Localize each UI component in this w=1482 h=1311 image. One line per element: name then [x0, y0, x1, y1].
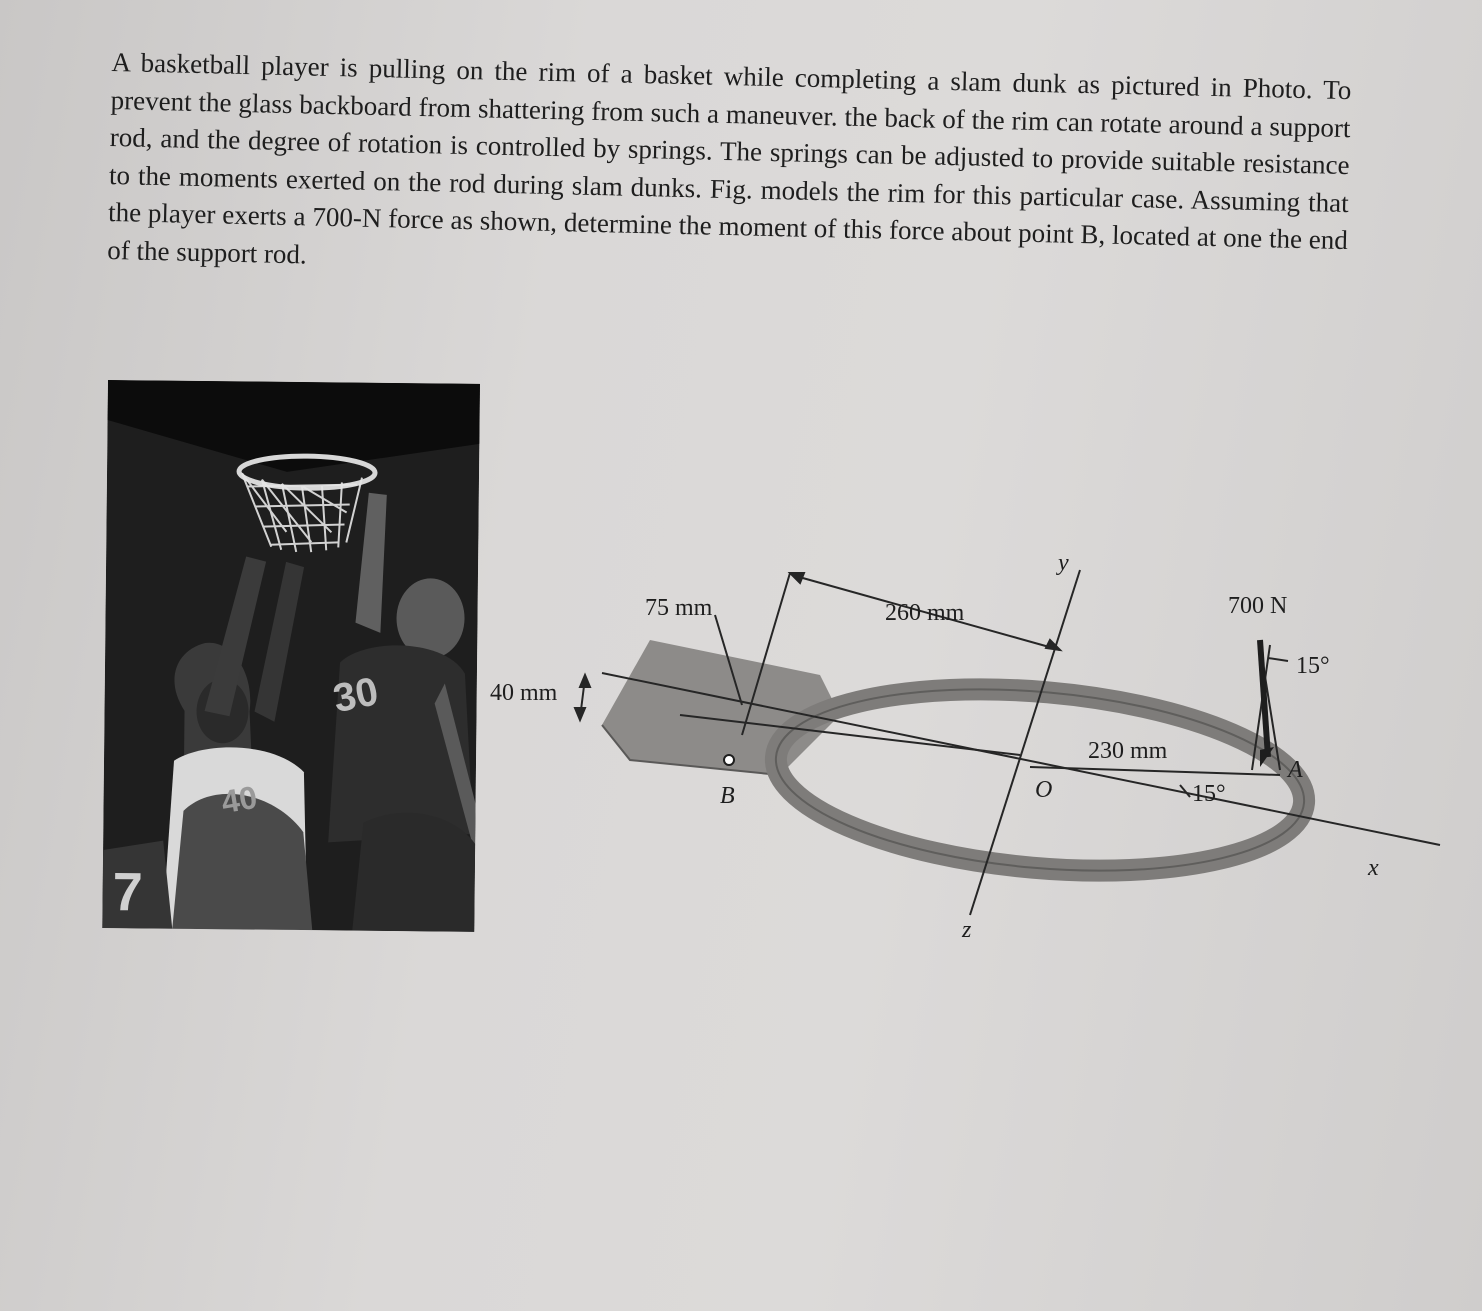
point-o-label: O [1035, 777, 1053, 803]
dim-260-label: 260 mm [885, 600, 965, 626]
angle-bottom-label: 15° [1192, 781, 1226, 807]
dim-230-label: 230 mm [1088, 738, 1168, 764]
force-label: 700 N [1228, 593, 1288, 619]
point-b-marker [724, 755, 734, 765]
rim-diagram-svg [480, 545, 1480, 945]
axis-y-label: y [1058, 550, 1069, 576]
dim-75-label: 75 mm [645, 595, 713, 621]
jersey-number: 7 [112, 862, 143, 923]
support-bracket [602, 640, 840, 775]
point-a-label: A [1288, 757, 1303, 783]
point-b-label: B [720, 783, 735, 809]
problem-statement [107, 44, 1352, 297]
radius-line [1030, 767, 1280, 775]
problem-paragraph: A basketball player is pulling on the rim of a basket while completing a slam dunk as pictured in Photo. To prevent the glass backboard from shattering from such a maneuver. the back of the rim can rotate around a support rod, and the degree of rotation is controlled by springs. The springs can be adjusted to provide suitable resistance to the moments exerted on the rod during slam dunks. Fig. models the rim for this particular case. Assuming that the player exerts a 700-N force as shown, determine the moment of this force about point B, located at one the end of the support rod. [106, 46, 1352, 269]
slam-dunk-photo [102, 380, 480, 932]
axis-x-label: x [1368, 855, 1379, 881]
rim-diagram [480, 545, 1480, 945]
jersey-number: 40 [218, 778, 260, 821]
dim-40-label: 40 mm [490, 680, 558, 706]
angle-top-label: 15° [1296, 653, 1330, 679]
axis-z-label: z [962, 917, 972, 943]
jersey-number: 30 [329, 669, 382, 722]
photo-illustration [102, 380, 480, 932]
